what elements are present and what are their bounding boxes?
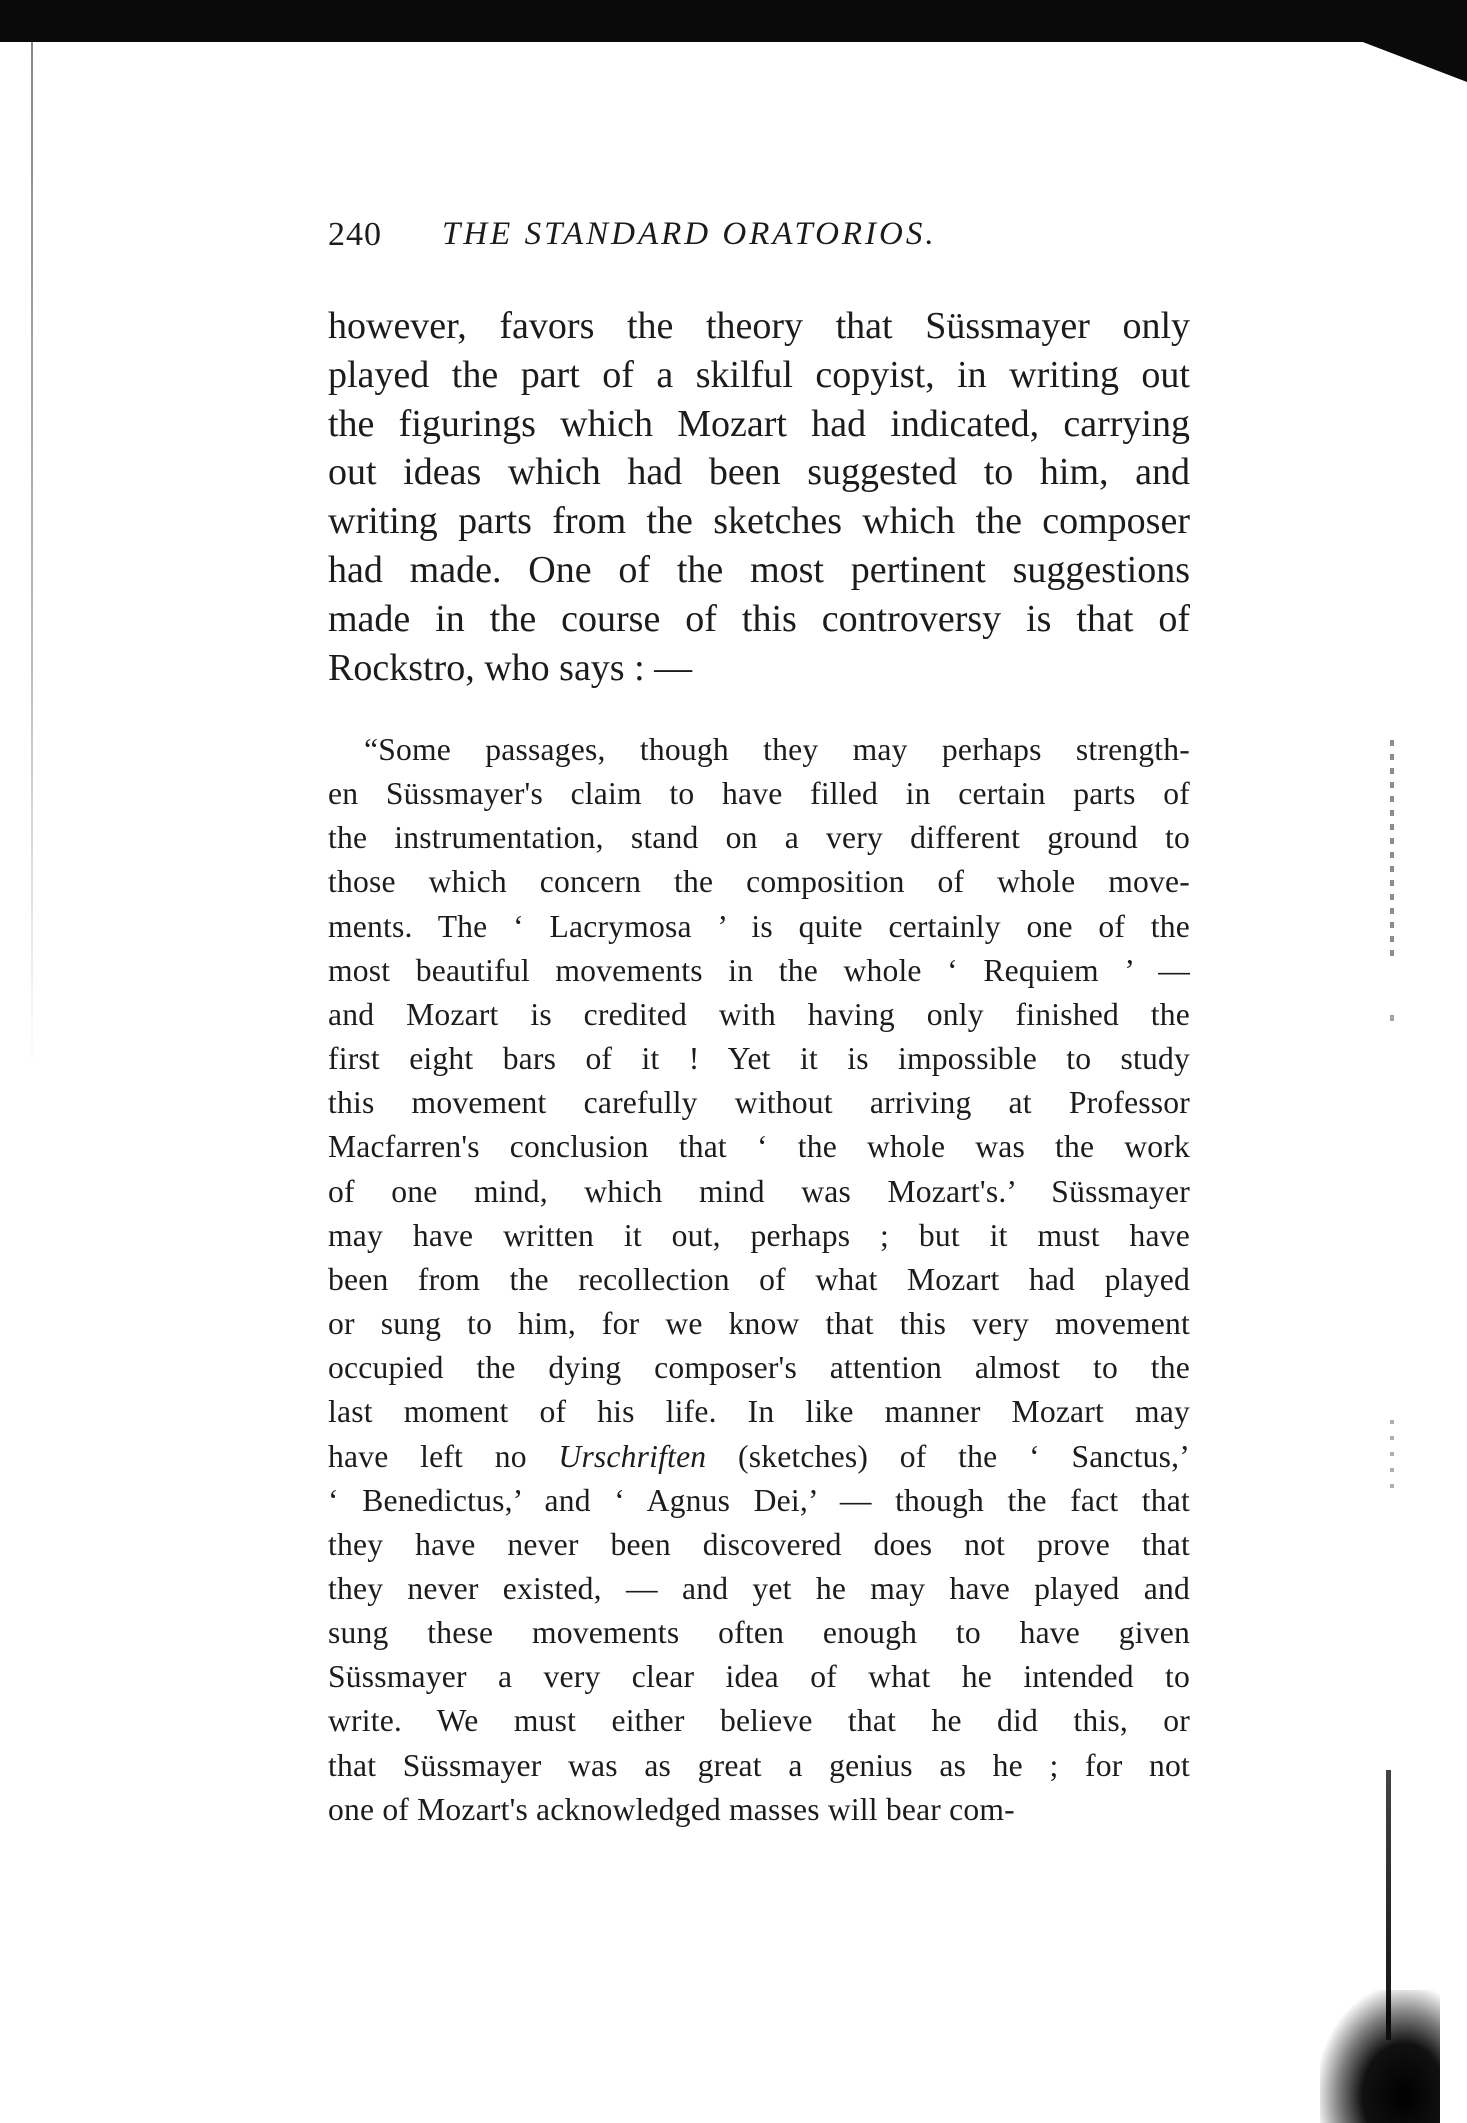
- quote-line: most beautiful movements in the whole ‘ Requiem ’ —: [328, 952, 1190, 988]
- quote-line: ments. The ‘ Lacrymosa ’ is quite certainly one of the: [328, 908, 1190, 944]
- quote-line: and Mozart is credited with having only finished the: [328, 996, 1190, 1032]
- body-line: however, favors the theory that Süssmayer only: [328, 305, 1190, 347]
- scan-specks: [1390, 1420, 1394, 1500]
- quote-line: Macfarren's conclusion that ‘ the whole was the work: [328, 1129, 1190, 1165]
- quote-line: Süssmayer a very clear idea of what he intended to: [328, 1659, 1190, 1695]
- quote-text: (sketches) of the ‘ Sanctus,’: [706, 1438, 1190, 1474]
- body-line: played the part of a skilful copyist, in writing out: [328, 353, 1190, 396]
- body-line: writing parts from the sketches which the composer: [328, 500, 1190, 543]
- running-head: [328, 216, 1128, 260]
- scan-shadow-corner: [1347, 36, 1467, 82]
- block-quote: [328, 728, 1190, 1832]
- quote-line-with-italic: [328, 1435, 1190, 1479]
- quote-line: “Some passages, though they may perhaps strength-: [364, 732, 1190, 767]
- scan-shadow-top: [0, 0, 1467, 42]
- scan-edge-left: [31, 42, 33, 1072]
- quote-line: en Süssmayer's claim to have filled in certain parts of: [328, 776, 1190, 812]
- quote-line: last moment of his life. In like manner Mozart may: [328, 1394, 1190, 1430]
- quote-text: have left no: [328, 1438, 559, 1474]
- body-paragraph: [328, 302, 1190, 692]
- body-line: out ideas which had been suggested to him, and: [328, 451, 1190, 494]
- body-line: made in the course of this controversy is that of: [328, 597, 1190, 640]
- italic-term: Urschriften: [558, 1438, 707, 1474]
- quote-line: they never existed, — and yet he may have played and: [328, 1570, 1190, 1606]
- page-number: 240: [328, 216, 382, 253]
- scan-specks: [1390, 1015, 1394, 1027]
- quote-line: of one mind, which mind was Mozart's.’ Süssmayer: [328, 1173, 1190, 1209]
- quote-line: been from the recollection of what Mozart had played: [328, 1261, 1190, 1297]
- scan-specks: [1390, 740, 1394, 960]
- quote-line: occupied the dying composer's attention almost to the: [328, 1350, 1190, 1386]
- body-line: the figurings which Mozart had indicated, carrying: [328, 402, 1190, 445]
- quote-line: first eight bars of it ! Yet it is impossible to study: [328, 1041, 1190, 1077]
- quote-line: those which concern the composition of whole move-: [328, 864, 1190, 900]
- quote-line: they have never been discovered does not prove that: [328, 1526, 1190, 1562]
- quote-line: may have written it out, perhaps ; but it must have: [328, 1217, 1190, 1253]
- body-line: had made. One of the most pertinent suggestions: [328, 548, 1190, 591]
- quote-line: write. We must either believe that he did this, or: [328, 1703, 1190, 1739]
- quote-line: one of Mozart's acknowledged masses will bear com-: [328, 1791, 1015, 1827]
- body-line: Rockstro, who says : —: [328, 646, 693, 689]
- quote-line: or sung to him, for we know that this very movement: [328, 1306, 1190, 1342]
- quote-line: sung these movements often enough to have given: [328, 1615, 1190, 1651]
- quote-line: the instrumentation, stand on a very different ground to: [328, 820, 1190, 856]
- quote-line: that Süssmayer was as great a genius as he ; for not: [328, 1747, 1190, 1783]
- binding-shadow-corner: [1320, 1990, 1440, 2123]
- quote-line: ‘ Benedictus,’ and ‘ Agnus Dei,’ — though the fact that: [328, 1482, 1190, 1518]
- quote-line: this movement carefully without arriving at Professor: [328, 1085, 1190, 1121]
- running-title: THE STANDARD ORATORIOS.: [442, 216, 937, 252]
